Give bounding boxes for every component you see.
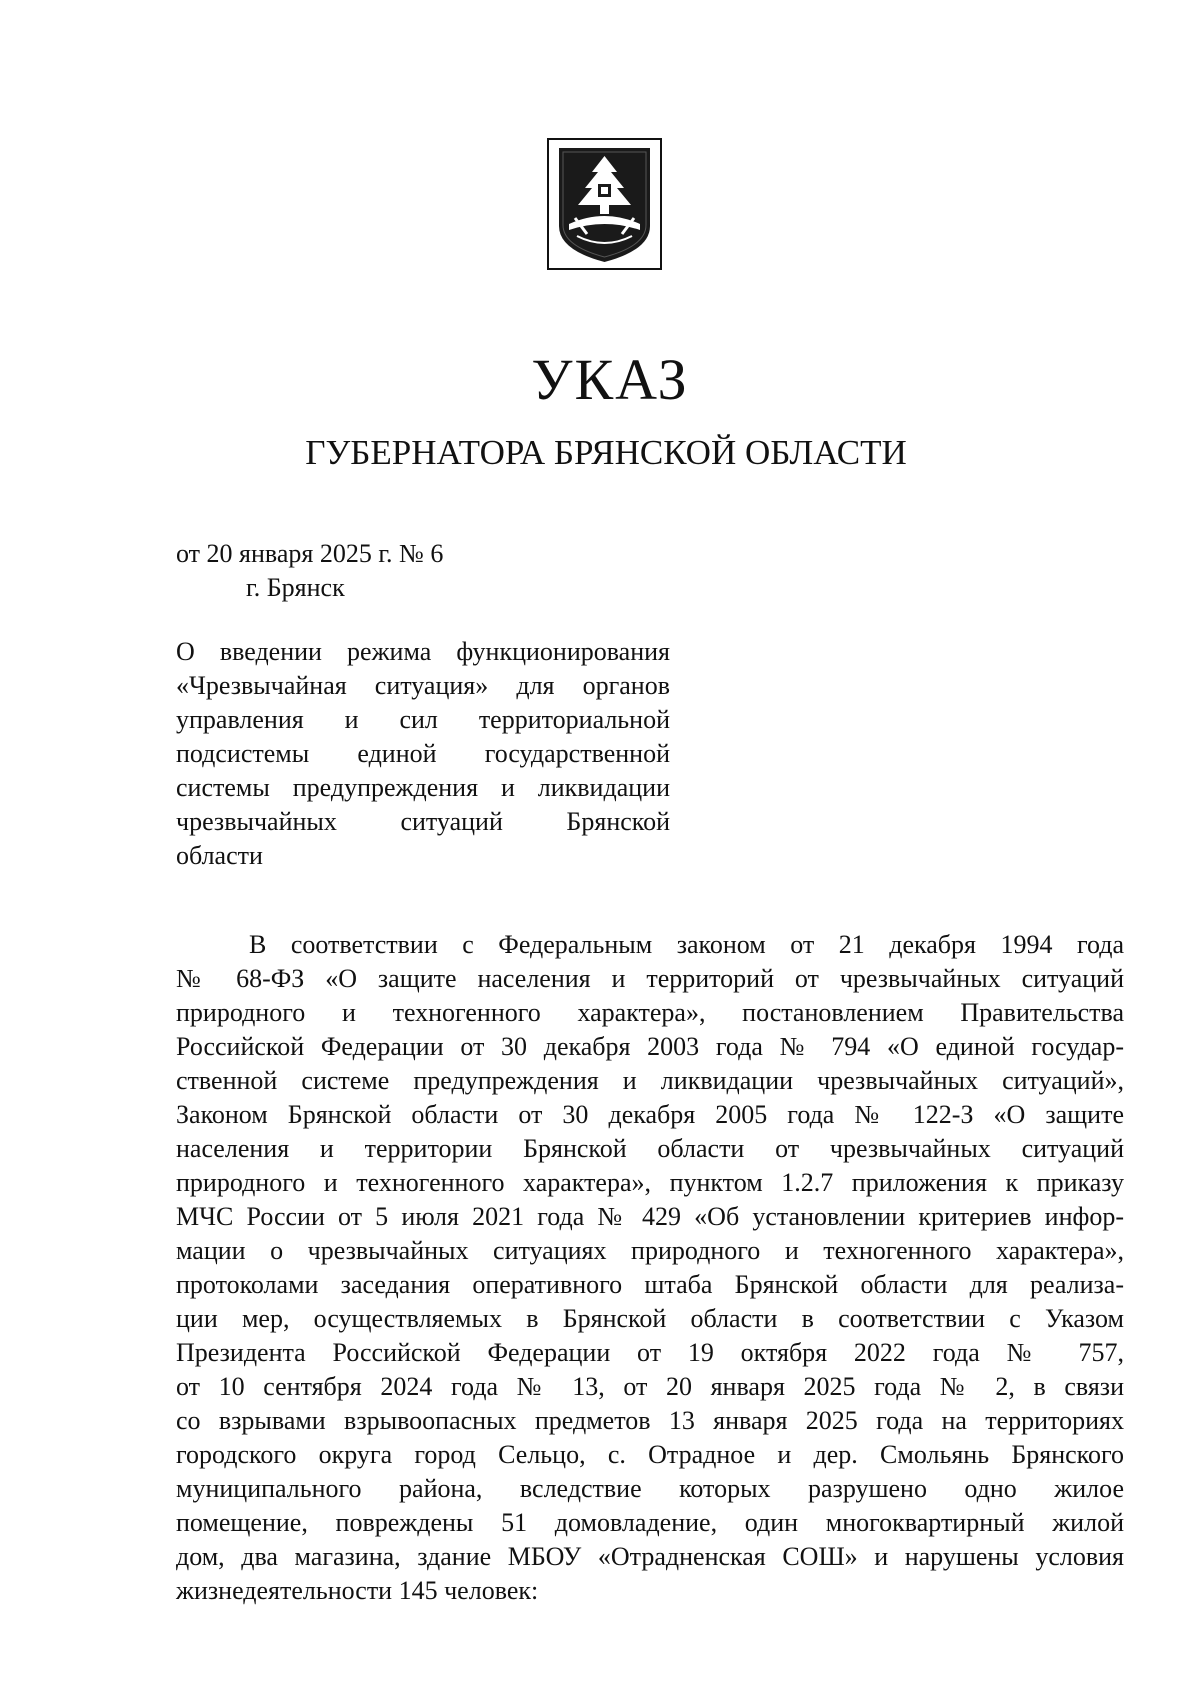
document-subject: [176, 635, 670, 873]
body-line: мации о чрезвычайных ситуациях природного и техногенного характера»,: [176, 1236, 1124, 1265]
body-line: помещение, повреждены 51 домовладение, один многоквартирный жилой: [176, 1508, 1124, 1537]
body-line: протоколами заседания оперативного штаба Брянской области для реализа-: [176, 1270, 1124, 1299]
subject-line: чрезвычайных ситуаций Брянской: [176, 807, 670, 836]
body-line: ции мер, осуществляемых в Брянской области в соответствии с Указом: [176, 1304, 1124, 1333]
body-line: Законом Брянской области от 30 декабря 2005 года № 122-З «О защите: [176, 1100, 1124, 1129]
body-line: городского округа город Сельцо, с. Отрадное и дер. Смольянь Брянского: [176, 1440, 1124, 1469]
body-line: МЧС России от 5 июля 2021 года № 429 «Об установлении критериев инфор-: [176, 1202, 1124, 1231]
body-line: дом, два магазина, здание МБОУ «Отрадненская СОШ» и нарушены условия: [176, 1542, 1124, 1571]
subject-line: подсистемы единой государственной: [176, 739, 670, 768]
document-issuer: ГУБЕРНАТОРА БРЯНСКОЙ ОБЛАСТИ: [305, 433, 907, 472]
body-line: Президента Российской Федерации от 19 октября 2022 года № 757,: [176, 1338, 1124, 1367]
body-line: природного и техногенного характера», пунктом 1.2.7 приложения к приказу: [176, 1168, 1124, 1197]
document-body-paragraph: [176, 928, 1124, 1608]
body-line: № 68-ФЗ «О защите населения и территорий от чрезвычайных ситуаций: [176, 964, 1124, 993]
body-line: Российской Федерации от 30 декабря 2003 года № 794 «О единой государ-: [176, 1032, 1124, 1061]
subject-line: области: [176, 841, 263, 870]
body-line: населения и территории Брянской области от чрезвычайных ситуаций: [176, 1134, 1124, 1163]
subject-line: О введении режима функционирования: [176, 637, 670, 666]
body-line: муниципального района, вследствие которых разрушено одно жилое: [176, 1474, 1124, 1503]
subject-line: системы предупреждения и ликвидации: [176, 773, 670, 802]
body-line: ственной системе предупреждения и ликвидации чрезвычайных ситуаций»,: [176, 1066, 1124, 1095]
document-date-number: от 20 января 2025 г. № 6: [176, 539, 444, 568]
body-line: от 10 сентября 2024 года № 13, от 20 января 2025 года № 2, в связи: [176, 1372, 1124, 1401]
body-line: В соответствии с Федеральным законом от 21 декабря 1994 года: [249, 930, 1124, 959]
document-title: УКАЗ: [531, 347, 689, 412]
subject-line: управления и сил территориальной: [176, 705, 670, 734]
document-city: г. Брянск: [246, 573, 345, 602]
body-line: со взрывами взрывоопасных предметов 13 января 2025 года на территориях: [176, 1406, 1124, 1435]
body-line: природного и техногенного характера», постановлением Правительства: [176, 998, 1124, 1027]
subject-line: «Чрезвычайная ситуация» для органов: [176, 671, 670, 700]
bryansk-coat-of-arms-icon: [547, 138, 662, 270]
body-line: жизнедеятельности 145 человек:: [176, 1576, 539, 1605]
